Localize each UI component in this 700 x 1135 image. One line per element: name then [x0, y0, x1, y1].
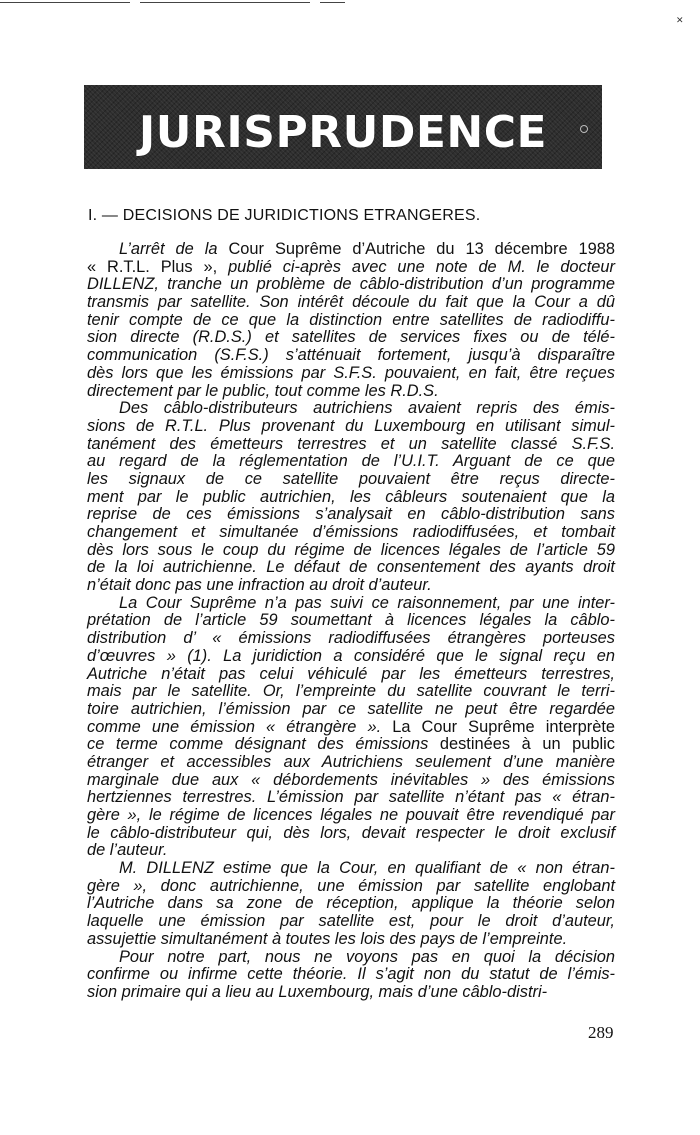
text-line [87, 949, 615, 967]
text-run: étranger et accessibles aux Autrichiens seulement d’une manière [87, 752, 615, 771]
text-run: communication (S.F.S.) s’atténuait fortement, jusqu’à disparaître [87, 346, 615, 365]
text-line [87, 259, 615, 277]
text-line [87, 825, 615, 843]
text-line [87, 931, 615, 949]
text-line [87, 648, 615, 666]
text-run: hertziennes terrestres. L’émission par satellite n’étant pas « étran- [87, 788, 615, 807]
text-line [87, 736, 615, 754]
text-run: Cour Suprême d’Autriche du 13 décembre 1988 [228, 240, 615, 258]
text-run: confirme ou infirme cette théorie. Il s’agit non du statut de l’émis- [87, 965, 615, 984]
text-run: au regard de la réglementation de l’U.I.T. Arguant de ce que [87, 452, 615, 471]
text-run: directement par le public, tout comme les R.D.S. [87, 381, 439, 400]
text-run: tenir compte de ce que la distinction entre satellites de radiodiffu- [87, 310, 615, 329]
text-run: toire autrichien, l’émission par ce satellite ne peut être regardée [87, 699, 615, 718]
text-line [87, 471, 615, 489]
text-line [87, 577, 615, 595]
text-line [87, 524, 615, 542]
text-run: Des câblo-distributeurs autrichiens avaient repris des émis- [119, 399, 615, 418]
text-run: La Cour Suprême n’a pas suivi ce raisonnement, par une inter- [119, 593, 615, 612]
text-line [87, 418, 615, 436]
text-run: assujettie simultanément à toutes les lois des pays de l’empreinte. [87, 929, 568, 948]
text-line [87, 719, 615, 737]
text-line [87, 453, 615, 471]
corner-mark-icon: ✕ [676, 16, 684, 26]
text-line [87, 241, 615, 259]
text-run: dès lors que les émissions par S.F.S. pouvaient, en fait, être reçues [87, 363, 615, 382]
text-line [87, 400, 615, 418]
banner-circle-icon [580, 125, 588, 133]
text-run: M. DILLENZ estime que la Cour, en qualifiant de « non étran- [119, 859, 615, 878]
text-line [87, 276, 615, 294]
text-run: laquelle une émission par satellite est, pour le droit d’auteur, [87, 912, 615, 931]
text-run: n’était donc pas une infraction au droit d’auteur. [87, 576, 432, 595]
top-rule-middle [140, 2, 310, 3]
text-run: mais par le satellite. Or, l’empreinte du satellite couvrant le terri- [87, 682, 615, 701]
text-run: dès lors sous le coup du régime de licences légales de l’article 59 [87, 540, 615, 559]
text-run: Autriche n’était pas celui véhiculé par les émetteurs terrestres, [87, 664, 615, 683]
text-run: les signaux de ce satellite pouvaient être reçus directe- [87, 469, 615, 488]
text-run: sion directe (R.D.S.) et satellites de services fixes ou de télé- [87, 328, 615, 347]
text-run: de la loi autrichienne. Le défaut de consentement des ayants droit [87, 558, 615, 577]
text-line [87, 383, 615, 401]
text-line [87, 542, 615, 560]
text-run: le câblo-distributeur qui, dès lors, devait respecter le droit exclusif [87, 823, 615, 842]
top-rule-right [320, 2, 345, 3]
text-run: ment par le public autrichien, les câbleurs soutenaient que la [87, 487, 615, 506]
text-run: DILLENZ, tranche un problème de câblo-distribution d’un programme [87, 275, 615, 294]
text-run: gère », donc autrichienne, une émission par satellite englobant [87, 876, 615, 895]
text-line [87, 666, 615, 684]
text-line [87, 807, 615, 825]
text-line [87, 347, 615, 365]
page-number: 289 [588, 1023, 614, 1042]
text-run: publié ci-après avec une note de M. le docteur [228, 257, 615, 276]
text-line [87, 701, 615, 719]
text-run: sions de R.T.L. Plus provenant du Luxembourg en utilisant simul- [87, 416, 615, 435]
text-line [87, 294, 615, 312]
text-line [87, 559, 615, 577]
text-line [87, 895, 615, 913]
text-run: l’Autriche dans sa zone de réception, applique la théorie selon [87, 894, 615, 913]
text-line [87, 913, 615, 931]
jurisprudence-banner [84, 85, 602, 169]
text-line [87, 365, 615, 383]
text-run: comme une émission « étrangère ». [87, 717, 393, 736]
text-run: L’arrêt de la [119, 240, 229, 258]
text-run: tanément des émetteurs terrestres et un satellite classé S.F.S. [87, 434, 615, 453]
text-line [87, 312, 615, 330]
text-line [87, 789, 615, 807]
section-heading: I. — DECISIONS DE JURIDICTIONS ETRANGERES. [88, 207, 481, 224]
text-run: gère », le régime de licences légales ne pouvait être revendiqué par [87, 806, 615, 824]
text-line [87, 329, 615, 347]
text-run: Pour notre part, nous ne voyons pas en quoi la décision [119, 947, 615, 966]
text-line [87, 984, 615, 1002]
body-text [87, 241, 615, 1002]
text-line [87, 842, 615, 860]
text-line [87, 683, 615, 701]
text-run: sion primaire qui a lieu au Luxembourg, mais d’une câblo-distri- [87, 982, 548, 1001]
text-run: La Cour Suprême interprète [392, 717, 616, 736]
text-line [87, 489, 615, 507]
text-run: distribution d’ « émissions radiodiffusées étrangères porteuses [87, 629, 615, 648]
text-line [87, 630, 615, 648]
text-line [87, 878, 615, 896]
banner-title: JURISPRUDENCE [138, 106, 548, 158]
text-run: ce terme comme désignant des émissions [87, 735, 440, 754]
text-line [87, 754, 615, 772]
text-line [87, 612, 615, 630]
text-line [87, 860, 615, 878]
text-line [87, 595, 615, 613]
text-run: d’œuvres » (1). La juridiction a considéré que le signal reçu en [87, 646, 615, 665]
text-line [87, 966, 615, 984]
text-run: de l’auteur. [87, 841, 168, 860]
top-rule-left [0, 2, 130, 3]
text-run: changement et simultanée d’émissions radiodiffusées, et tombait [87, 523, 615, 541]
text-run: « R.T.L. Plus », [87, 257, 229, 276]
text-run: marginale due aux « débordements inévitables » des émissions [87, 770, 615, 789]
text-run: transmis par satellite. Son intérêt découle du fait que la Cour a dû [87, 293, 615, 312]
text-line [87, 506, 615, 524]
text-line [87, 436, 615, 454]
text-run: destinées à un public [439, 735, 615, 754]
text-line [87, 772, 615, 790]
text-run: prétation de l’article 59 soumettant à licences légales la câblo- [87, 611, 615, 630]
text-run: reprise de ces émissions s’analysait en câblo-distribution sans [87, 505, 615, 524]
